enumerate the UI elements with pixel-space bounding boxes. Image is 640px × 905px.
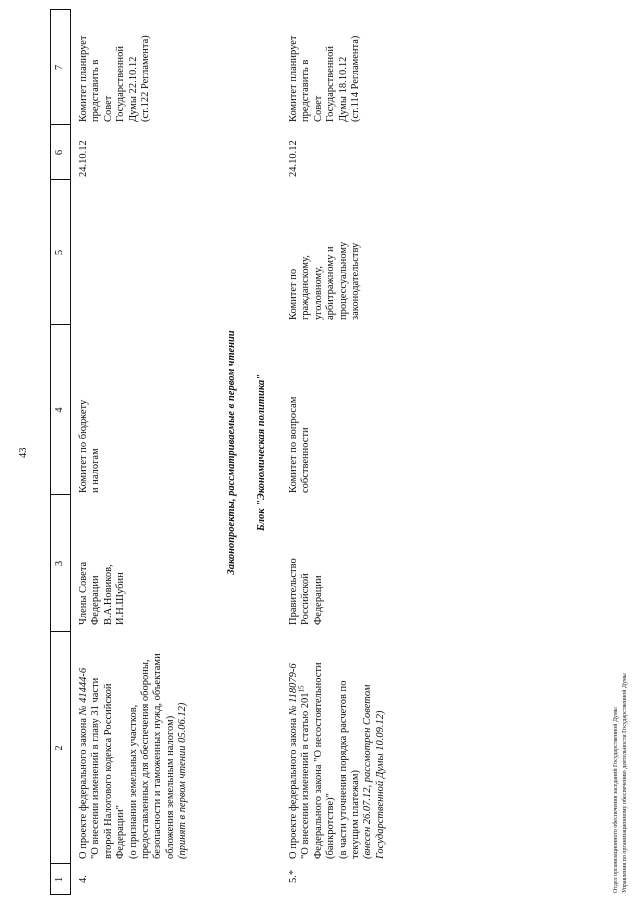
section-heading: Законопроекты, рассматриваемые в первом чтении [226,330,237,575]
header-col-3: 3 [54,560,65,567]
bill-author: Члены Совета Федерации В.А.Новиков, И.Н.Шубин [78,561,127,625]
bill-text: "О внесении изменений в статью 201 [300,692,312,859]
committee-plan: Комитет планирует представить в Совет Государственной Думы 18.10.12 (ст.114 Регламента) [288,35,362,122]
header-col-2: 2 [54,745,65,751]
bill-text: "О внесении изменений в главу 31 части второй Налогового кодекса Российской Федерации" (о признании земельных участков, предоставленных для обеспечения обороны, безопасности и таможенных нужд, объектами обложения земельным налогом) [90,653,176,859]
block-heading: Блок "Экономическая политика" [256,373,267,532]
bill-emphasis: (принят в первом чтении 05.06.12) [177,702,189,859]
row-number: 5.* [288,869,299,883]
bill-text: Федерального закона "О несостоятельности (банкротстве)" (в части уточнения порядка расчетов по текущим платежам) [312,662,362,859]
bill-description [78,614,190,859]
responsible-committee: Комитет по вопросам собственности [288,396,312,493]
header-col-7: 7 [54,64,65,71]
bill-text: О проекте федерального закона [288,715,299,859]
committee-plan: Комитет планирует представить в Совет Государственной Думы 22.10.12 (ст.122 Регламента) [78,35,152,122]
bill-description [288,614,387,859]
page-number: 43 [18,447,29,458]
bill-text: О проекте федерального закона [78,715,89,859]
footer-line-2: Управления по организационному обеспечению деятельности Государственной Думы [622,673,628,893]
bill-author: Правительство Российской Федерации [288,558,324,625]
bill-superscript: 15 [297,685,306,693]
responsible-committee: Комитет по бюджету и налогам [78,399,102,493]
bill-emphasis: (внесен 26.07.12, рассмотрен Советом Государственной Думы 10.09.12) [362,684,386,859]
review-date: 24.10.12 [78,140,89,177]
header-col-6: 6 [54,149,65,156]
header-col-5: 5 [54,249,65,256]
co-committee: Комитет по гражданскому, уголовному, арбитражному и процессуальному законодательству [288,241,362,320]
footer-line-1: Отдел организационного обеспечения заседаний Государственной Думы [613,707,619,893]
header-col-4: 4 [54,407,65,413]
header-col-1: 1 [54,876,65,883]
row-number: 4. [78,875,89,883]
bill-emphasis: № 118079-6 [288,663,299,716]
review-date: 24.10.12 [288,140,299,177]
bill-emphasis: № 41444-6 [78,667,89,716]
